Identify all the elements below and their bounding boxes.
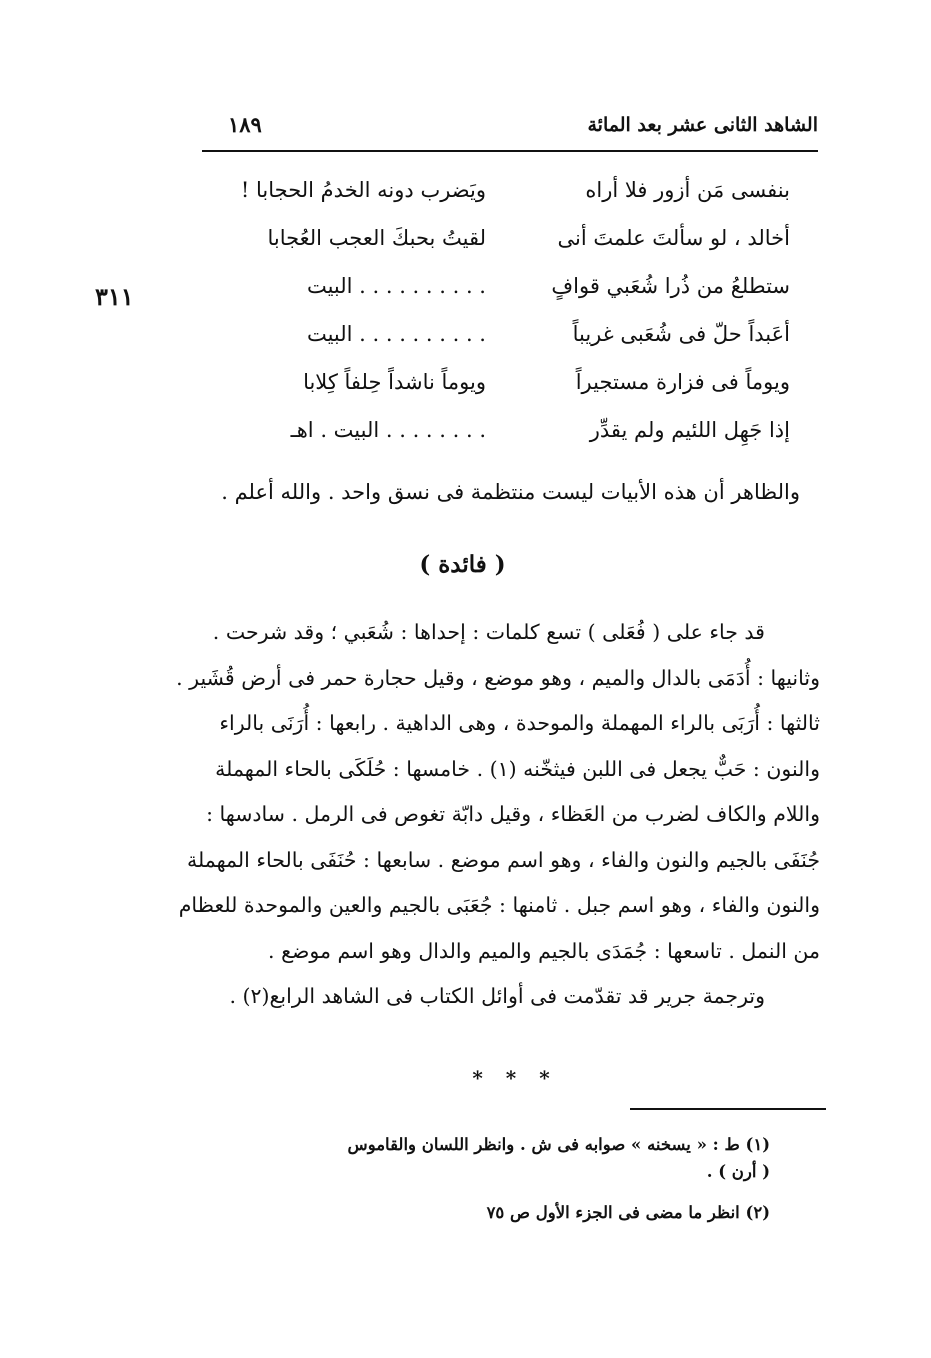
verse-first-hemistich: ستطلعُ من ذُرا شُعَبي قوافٍ — [551, 274, 790, 298]
body-line: وثانيها : أُدَمَى بالدال والميم ، وهو موضع ، وقيل حجارة حمر فى أرض قُشَير . — [176, 665, 820, 690]
verse-second-hemistich: ويوماً ناشداً حِلفاً كِلابا — [303, 370, 486, 394]
verse-second-hemistich: لقيتُ بحبكَ العجب العُجابا — [267, 226, 486, 250]
verse-second-hemistich: ويَضرب دونه الخدمُ الحجابا ! — [240, 178, 486, 202]
verse-second-hemistich: . . . . . . . . . . البيت — [306, 322, 486, 346]
verse-row — [230, 274, 790, 322]
verse-row — [230, 418, 790, 466]
body-line: جُنَفَى بالجيم والنون والفاء ، وهو اسم موضع . سابعها : حُنَفَى بالحاء المهملة — [186, 847, 820, 872]
footnote-line: (١) ط : « يسخنه » صوابه فى ش . وانظر اللسان والقاموس — [347, 1135, 770, 1154]
verse-first-hemistich: إذا جَهِل اللئيم ولم يقدِّر — [589, 418, 790, 442]
verse-first-hemistich: أخالد ، لو سألتَ علمتَ أنى — [557, 226, 790, 250]
verse-row — [230, 178, 790, 226]
body-line: ثالثها : أُرَبَى بالراء المهملة والموحدة ، وهى الداهية . رابعها : أُرَنَى بالراء — [219, 711, 820, 735]
verse-first-hemistich: بنفسى مَن أزور فلا أراه — [585, 178, 790, 202]
verse-row — [230, 226, 790, 274]
body-line: قد جاء على ( فُعَلى ) تسع كلمات : إحداها : شُعَبي ؛ وقد شرحت . — [212, 620, 765, 644]
poem-verses — [230, 178, 790, 466]
body-line: من النمل . تاسعها : جُمَدَى بالجيم والميم والدال وهو اسم موضع . — [268, 938, 820, 963]
verse-row — [230, 322, 790, 370]
body-line: والنون : حَبٌّ يجعل فى اللبن فيثخّنه (١) . خامسها : حُلَكَى بالحاء المهملة — [215, 756, 820, 781]
verse-second-hemistich: . . . . . . . . . . البيت — [306, 274, 486, 298]
body-line: والنون والفاء ، وهو اسم جبل . ثامنها : جُعَبَى بالجيم والعين والموحدة للعظام — [178, 893, 820, 917]
footnote-line: (٢) انظر ما مضى فى الجزء الأول ص ٧٥ — [486, 1203, 770, 1222]
body-line: واللام والكاف لضرب من العَظاء ، وقيل دابّة تغوص فى الرمل . سادسها : — [206, 802, 820, 826]
section-separator: * * * — [472, 1066, 558, 1090]
closing-remark: والظاهر أن هذه الأبيات ليست منتظمة فى نسق واحد . والله أعلم . — [221, 480, 800, 504]
footnote-line: ( أرن ) . — [706, 1162, 770, 1181]
verse-row — [230, 370, 790, 418]
footnote-rule — [630, 1108, 826, 1110]
page-number: ١٨٩ — [228, 112, 262, 137]
verse-second-hemistich: . . . . . . . . البيت . اهـ — [290, 418, 486, 442]
verse-first-hemistich: ويوماً فى فزارة مستجيراً — [575, 370, 790, 394]
body-paragraphs — [176, 620, 820, 1030]
header-rule — [202, 150, 818, 152]
footnotes — [210, 1135, 770, 1230]
body-line: وترجمة جرير قد تقدّمت فى أوائل الكتاب فى الشاهد الرابع(٢) . — [229, 984, 765, 1008]
margin-reference-number: ٣١١ — [95, 282, 134, 311]
verse-first-hemistich: أعَبداً حلّ فى شُعَبى غريباً — [572, 322, 790, 346]
running-title: الشاهد الثانى عشر بعد المائة — [587, 114, 818, 136]
section-heading: ( فائدة ) — [419, 551, 506, 578]
running-head — [202, 110, 818, 148]
